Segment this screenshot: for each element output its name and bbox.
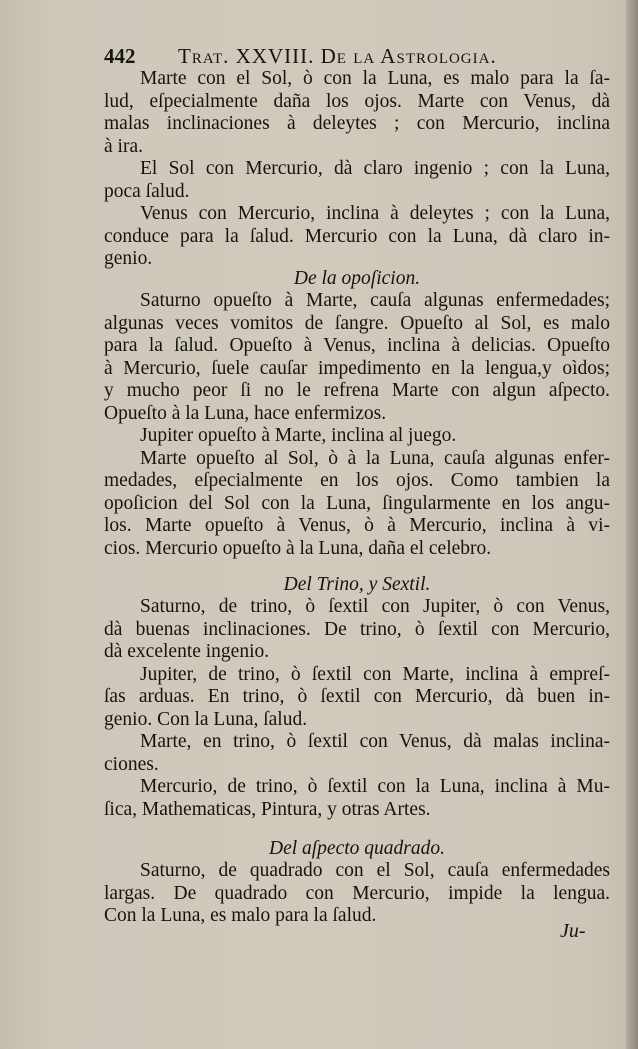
text-line: algunas veces vomitos de ſangre. Opueſto al Sol, es malo [104, 312, 610, 334]
text-line: ſas arduas. En trino, ò ſextil con Mercurio, dà buen in- [104, 686, 610, 707]
paragraph-block-2 [104, 290, 610, 560]
text-line: Saturno opueſto à Marte, cauſa algunas enfermedades; [140, 290, 610, 311]
text-line: Jupiter, de trino, ò ſextil con Marte, inclina à empreſ- [140, 663, 610, 685]
text-line: malas inclinaciones à deleytes ; con Mercurio, inclina [104, 113, 610, 134]
text-line: à Mercurio, ſuele cauſar impedimento en la lengua,y oìdos; [104, 357, 610, 379]
text-line: para la ſalud. Opueſto à Venus, inclina à delicias. Opueſto [104, 335, 610, 356]
text-line: El Sol con Mercurio, dà claro ingenio ; con la Luna, [140, 158, 610, 179]
text-line: cios. Mercurio opueſto à la Luna, daña el celebro. [104, 537, 492, 559]
book-spine-edge [626, 0, 638, 1049]
text-line: poca ſalud. [104, 180, 190, 202]
text-line: à ira. [104, 135, 143, 157]
text-line: ſica, Mathematicas, Pintura, y otras Artes. [104, 798, 431, 820]
running-head: Trat. XXVIII. De la Astrologia. [178, 44, 497, 68]
text-line: opoſicion del Sol con la Luna, ſingularmente en los angu- [104, 492, 610, 514]
text-line: largas. De quadrado con Mercurio, impide la lengua. [104, 882, 610, 904]
text-line: Venus con Mercurio, inclina à deleytes ; con la Luna, [140, 203, 610, 224]
text-line: dà buenas inclinaciones. De trino, ò ſextil con Mercurio, [104, 618, 610, 640]
text-line: Marte con el Sol, ò con la Luna, es malo para la ſa- [140, 68, 610, 89]
text-line: lud, eſpecialmente daña los ojos. Marte con Venus, dà [104, 90, 610, 112]
text-line: dà excelente ingenio. [104, 641, 270, 662]
page-number: 442 [104, 44, 136, 68]
text-line: Mercurio, de trino, ò ſextil con la Luna, inclina à Mu- [140, 776, 610, 797]
text-line: ciones. [104, 753, 159, 775]
text-line: Saturno, de trino, ò ſextil con Jupiter, ò con Venus, [140, 596, 610, 617]
text-line: genio. Con la Luna, ſalud. [104, 708, 308, 730]
text-line: Con la Luna, es malo para la ſalud. [104, 905, 377, 926]
text-line: Marte opueſto al Sol, ò à la Luna, cauſa algunas enfer- [140, 447, 610, 469]
section-heading-trine-sextile: Del Trino, y Sextil. [283, 574, 431, 595]
text-line: Marte, en trino, ò ſextil con Venus, dà malas inclina- [140, 731, 610, 752]
page-header [104, 44, 610, 70]
text-line: Jupiter opueſto à Marte, inclina al juego. [140, 425, 457, 446]
catchword: Ju- [560, 920, 586, 942]
paragraph-block-1 [104, 68, 610, 271]
text-line: genio. [104, 248, 153, 269]
text-line: los. Marte opueſto à Venus, ò à Mercurio, inclina à vi- [104, 515, 610, 536]
text-line: y mucho peor ſi no le refrena Marte con algun aſpecto. [104, 380, 610, 401]
text-line: Opueſto à la Luna, hace enfermizos. [104, 402, 387, 424]
text-line: Saturno, de quadrado con el Sol, cauſa enfermedades [140, 860, 610, 881]
text-line: medades, eſpecialmente en los ojos. Como tambien la [104, 470, 610, 491]
text-line: conduce para la ſalud. Mercurio con la Luna, dà claro in- [104, 225, 610, 247]
section-heading-opposition: De la opoſicion. [293, 268, 421, 289]
section-heading-square-aspect: Del aſpecto quadrado. [268, 838, 445, 859]
paragraph-block-3 [104, 596, 610, 821]
paragraph-block-4 [104, 860, 610, 928]
